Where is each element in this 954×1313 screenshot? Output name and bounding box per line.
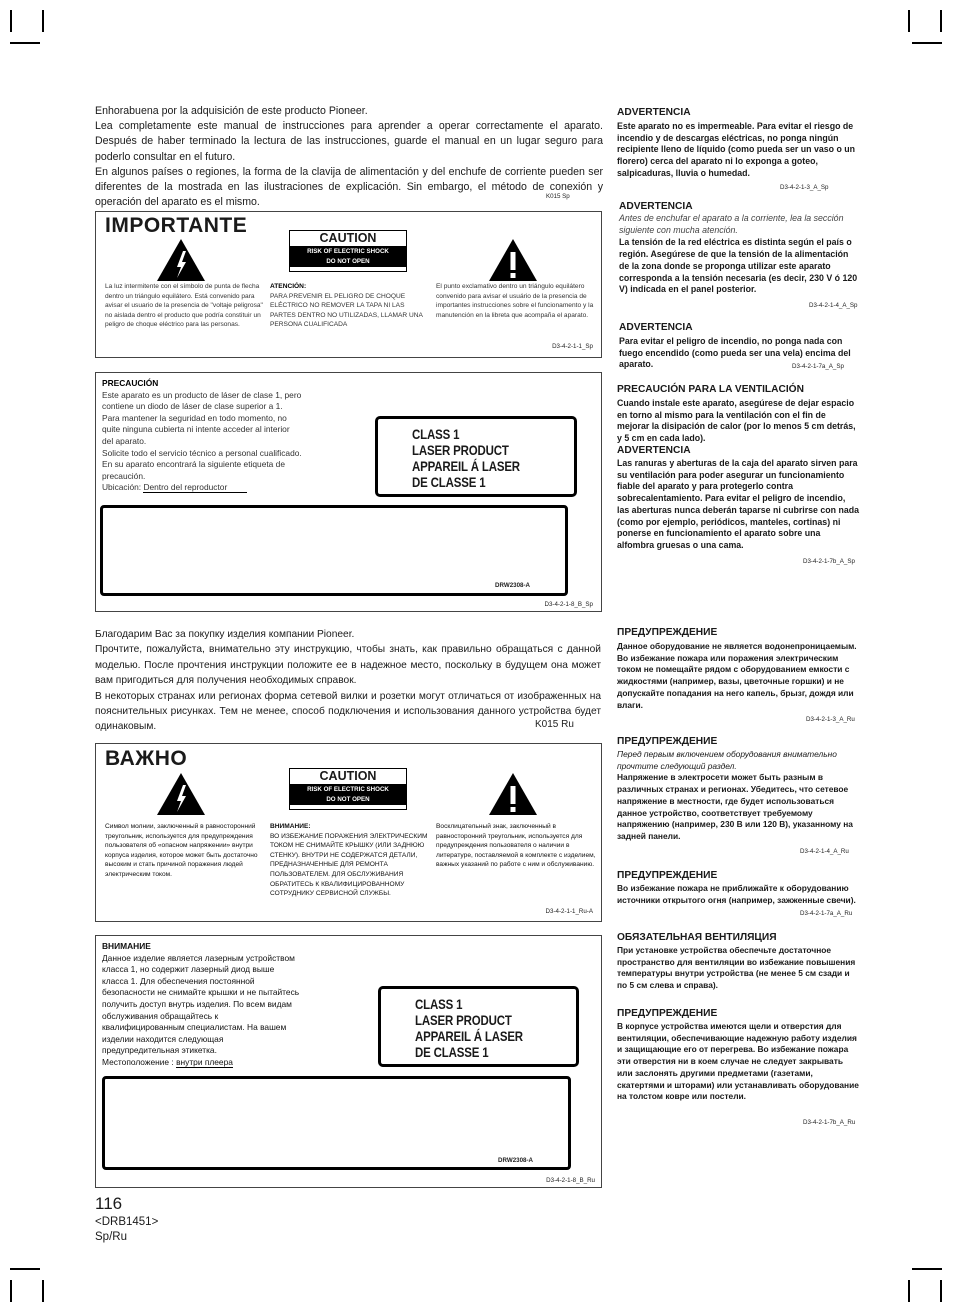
crop-mark bbox=[940, 10, 942, 32]
caution-sub bbox=[290, 246, 406, 267]
ru-w2-text bbox=[617, 749, 859, 843]
sp-w1-ref: D3-4-2-1-3_A_Sp bbox=[780, 184, 829, 191]
crop-mark bbox=[10, 10, 12, 32]
laser-warning-label bbox=[102, 1076, 571, 1170]
intro-ru-p3: В некоторых странах или регионах форма сетевой вилки и розетки могут отличаться от изображенных на пояснительных рисунках. Тем не менее, способ подключения и использования данного устройства будет одинаковым. bbox=[95, 690, 601, 733]
laser-ru-text bbox=[102, 941, 352, 1069]
ru-w2-head: ПРЕДУПРЕЖДЕНИЕ bbox=[617, 736, 718, 747]
vazhno-box bbox=[95, 743, 602, 922]
laser-ru-line: класса 1. Для обеспечения постоянной bbox=[102, 975, 255, 986]
vazhno-ref: D3-4-2-1-1_Ru-A bbox=[545, 908, 593, 915]
class1-label-line: APPAREIL Á LASER bbox=[415, 1028, 523, 1044]
sp-w1-text bbox=[617, 121, 859, 180]
ru-w2-ref: D3-4-2-1-4_A_Ru bbox=[800, 848, 849, 855]
vazhno-mid-text: ВО ИЗБЕЖАНИЕ ПОРАЖЕНИЯ ЭЛЕКТРИЧЕСКИМ ТОКОМ НЕ СНИМАЙТЕ КРЫШКУ (ИЛИ ЗАДНЮЮ СТЕНКУ). ВНУТРИ НЕ СОДЕРЖАТСЯ ДЕТАЛИ, ПРЕДНАЗНАЧЕННЫЕ ДЛЯ РЕМОНТА ПОЛЬЗОВАТЕЛЕМ. ДЛЯ ОБСЛУЖИВАНИЯ ОБРАТИТЕСЬ К КВАЛИФИЦИРОВАННОМУ СОТРУДНИКУ СЕРВИСНОЙ СЛУЖБЫ. bbox=[270, 832, 428, 898]
caution-sub-line1: RISK OF ELECTRIC SHOCK bbox=[307, 248, 389, 255]
vazhno-mid-head: ВНИМАНИЕ: bbox=[270, 823, 311, 830]
caution-head: CAUTION bbox=[319, 231, 377, 245]
sp-w3-ref: D3-4-2-1-7a_A_Sp bbox=[792, 363, 844, 370]
intro-sp-ref: K015 Sp bbox=[546, 193, 570, 200]
ru-w2-body: Напряжение в электросети может быть разным в различных странах и регионах. Убедитесь, что сетевое напряжение в местности, где будет использоваться данное устройство, соответствует требуемому напряжению (например, 230 В или 120 В), указанному на задней панели. bbox=[617, 772, 853, 841]
caution-label bbox=[289, 768, 407, 810]
sp-w4-body: Cuando instale este aparato, asegúrese de dejar espacio en torno al mismo para la ventilación con el fin de mejorar la disipación de calor (por lo menos 5 cm detrás, y 5 cm en cada lado). bbox=[617, 398, 856, 444]
intro-sp-p3: En algunos países o regiones, la forma de la clavija de alimentación y del enchufe de corriente pueden ser diferentes de la mostrada en las ilustraciones de explicación. Sin embargo, el método de conexión y operación del aparato es el mismo. bbox=[95, 165, 603, 209]
crop-mark bbox=[912, 1268, 942, 1270]
intro-ru bbox=[95, 627, 601, 735]
laser-sp-line: En su aparato encontrará la siguiente etiqueta de bbox=[102, 459, 285, 470]
laser-sp-text bbox=[102, 378, 342, 494]
class1-laser-label bbox=[378, 986, 579, 1067]
laser-ru-line: получить доступ внутрь изделия. По всем видам bbox=[102, 998, 292, 1009]
model-code: <DRB1451> bbox=[95, 1216, 159, 1228]
laser-sp-line: del aparato. bbox=[102, 435, 147, 446]
ru-w3-head: ПРЕДУПРЕЖДЕНИЕ bbox=[617, 870, 718, 881]
sp-w5-ref: D3-4-2-1-7b_A_Sp bbox=[803, 558, 855, 565]
caution-sub-line2: DO NOT OPEN bbox=[326, 257, 370, 265]
crop-mark bbox=[10, 1268, 40, 1270]
sp-w2-head: ADVERTENCIA bbox=[619, 201, 693, 212]
sp-w4-head: PRECAUCIÓN PARA LA VENTILACIÓN bbox=[617, 384, 804, 395]
exclamation-triangle-icon bbox=[488, 772, 538, 816]
laser-sp-line: Para mantener la seguridad en todo momento, no bbox=[102, 412, 287, 423]
crop-mark bbox=[912, 42, 942, 44]
crop-mark bbox=[940, 1280, 942, 1302]
class1-label-line: LASER PRODUCT bbox=[415, 1012, 512, 1028]
caution-head: CAUTION bbox=[319, 769, 377, 783]
importante-ref: D3-4-2-1-1_Sp bbox=[552, 343, 593, 350]
importante-box bbox=[95, 211, 602, 358]
laser-sp-line: Este aparato es un producto de láser de clase 1, pero bbox=[102, 389, 302, 400]
intro-sp bbox=[95, 104, 603, 210]
ru-w3-ref: D3-4-2-1-7a_A_Ru bbox=[800, 910, 853, 917]
importante-mid-text: PARA PREVENIR EL PELIGRO DE CHOQUE ELÉCTRICO NO REMOVER LA TAPA NI LAS PARTES DENTRO NO UTILIZADAS, LLAMAR UNA PERSONA CUALIFICADA bbox=[270, 292, 423, 328]
vazhno-title: ВАЖНО bbox=[105, 747, 188, 770]
lightning-triangle-icon bbox=[156, 238, 206, 282]
crop-mark bbox=[10, 1280, 12, 1302]
class1-label-line: CLASS 1 bbox=[412, 426, 460, 442]
sp-w2-ref: D3-4-2-1-4_A_Sp bbox=[809, 302, 858, 309]
laser-sp-line: Solicite todo el servicio técnico a personal cualificado. bbox=[102, 447, 302, 458]
laser-sp-head: PRECAUCIÓN bbox=[102, 378, 159, 388]
vazhno-mid bbox=[270, 822, 430, 899]
ru-w4-head: ОБЯЗАТЕЛЬНАЯ ВЕНТИЛЯЦИЯ bbox=[617, 932, 777, 943]
class1-label-line: CLASS 1 bbox=[415, 996, 463, 1012]
lightning-triangle-icon bbox=[156, 772, 206, 816]
crop-mark bbox=[42, 10, 44, 32]
laser-ru-line: обслуживания обращайтесь к bbox=[102, 1010, 219, 1021]
language-code: Sp/Ru bbox=[95, 1231, 127, 1243]
ru-w3-body: Во избежание пожара не приближайте к оборудованию источники открытого огня (например, зажженные свечи). bbox=[617, 883, 856, 905]
laser-sp-loc-label: Ubicación: bbox=[102, 482, 142, 493]
ru-w5-head: ПРЕДУПРЕЖДЕНИЕ bbox=[617, 1008, 718, 1019]
laser-ru-loc-value: внутри плеера bbox=[176, 1056, 233, 1067]
vazhno-left-text: Символ молнии, заключенный в равносторонний треугольник, используется для предупреждения пользователя об «опасном напряжении» внутри корпуса изделия, которое может быть достаточно высоким и стать причиной поражения людей электрическим током. bbox=[105, 823, 258, 878]
class1-label-text bbox=[412, 426, 520, 490]
laser-box-sp bbox=[95, 372, 602, 612]
laser-box-ru bbox=[95, 935, 602, 1188]
ru-w5-ref: D3-4-2-1-7b_A_Ru bbox=[803, 1119, 856, 1126]
ru-w1-body: Данное оборудование не является водонепроницаемым. Во избежание пожара или поражения электрическим током не помещайте рядом с оборудованием емкости с жидкостями (например, вазы, цветочные горшки) и не допускайте попадания на него капель, брызг, дождя или влаги. bbox=[617, 641, 857, 710]
laser-ru-line: изделии находится следующая bbox=[102, 1033, 224, 1044]
drw-code: DRW2308-A bbox=[495, 582, 530, 589]
sp-w2-text bbox=[619, 213, 861, 296]
sp-w5-head: ADVERTENCIA bbox=[617, 445, 691, 456]
importante-mid bbox=[270, 282, 426, 330]
class1-label-line: APPAREIL Á LASER bbox=[412, 458, 520, 474]
intro-ru-p1: Благодарим Вас за покупку изделия компании Pioneer. bbox=[95, 629, 355, 640]
exclamation-triangle-icon bbox=[488, 238, 538, 282]
laser-ru-location bbox=[102, 1057, 352, 1069]
ru-w5-text bbox=[617, 1021, 859, 1103]
laser-sp-line: quite ninguna cubierta ni intente acceder al interior bbox=[102, 424, 290, 435]
ru-w5-body: В корпусе устройства имеются щели и отверстия для вентиляции, обеспечивающие надежную работу изделия и защищающие его от перегрева. Во избежание пожара эти отверстия ни в коем случае не следует закрывать или заслонять другими предметами (газетами, скатертями и шторами) или устанавливать оборудование на толстом ковре или постели. bbox=[617, 1021, 859, 1102]
laser-sp-ref: D3-4-2-1-8_B_Sp bbox=[544, 601, 593, 608]
ru-w4-text bbox=[617, 945, 859, 992]
sp-w1-head: ADVERTENCIA bbox=[617, 107, 691, 118]
laser-ru-line: квалифицированным специалистам. На вашем bbox=[102, 1022, 287, 1033]
laser-ru-line: класса 1, но содержит лазерный диод выше bbox=[102, 964, 275, 975]
caution-sub-line2: DO NOT OPEN bbox=[326, 795, 370, 803]
importante-right-text: El punto exclamativo dentro un triángulo equilátero convenido para avisar el usuário de la presencia de importantes instrucciones sobre el funcionamento y la manutención en la libreta que acompaña el aparato. bbox=[436, 283, 594, 319]
ru-w3-text bbox=[617, 883, 859, 906]
sp-w2-body: La tensión de la red eléctrica es distinta según el país o región. Asegúrese de que la tensión de la alimentación de la zona donde se proponga utilizar este aparato corresponda a la tensión necesaria (es decir, 230 V ó 120 V) indicada en el panel posterior. bbox=[619, 237, 858, 295]
laser-ru-ref: D3-4-2-1-8_B_Ru bbox=[546, 1177, 595, 1184]
class1-label-line: DE CLASSE 1 bbox=[412, 474, 486, 490]
drw-code: DRW2308-A bbox=[498, 1157, 533, 1164]
importante-left-text: La luz intermitente con el símbolo de punta de flecha dentro un triángulo equilátero. Está convenido para avisar el usuario de la presencia de "voltaje peligrosa" no aislada dentro el producto que podría constituir un peligro de choque eléctrico para las personas. bbox=[105, 283, 263, 328]
ru-w1-text bbox=[617, 641, 859, 711]
laser-ru-head: ВНИМАНИЕ bbox=[102, 941, 151, 951]
class1-label-line: LASER PRODUCT bbox=[412, 442, 509, 458]
importante-mid-head: ATENCIÓN: bbox=[270, 283, 307, 290]
vazhno-right-text: Восклицательный знак, заключенный в равносторонний треугольник, используется для предупреждения пользователя о наличии в литературе, поставляемой в комплекте с изделием, важных указаний по работе с ним и обслуживанию. bbox=[436, 823, 596, 869]
laser-warning-label bbox=[100, 505, 568, 596]
crop-mark bbox=[42, 1280, 44, 1302]
laser-sp-line: precaución. bbox=[102, 470, 146, 481]
ru-w1-ref: D3-4-2-1-3_A_Ru bbox=[806, 716, 855, 723]
caution-sub-line1: RISK OF ELECTRIC SHOCK bbox=[307, 786, 389, 793]
ru-w2-italic: Перед первым включением оборудования внимательно прочтите следующий раздел. bbox=[617, 749, 837, 771]
caution-sub bbox=[290, 784, 406, 805]
crop-mark bbox=[908, 1280, 910, 1302]
intro-ru-p2: Прочтите, пожалуйста, внимательно эту инструкцию, чтобы знать, как правильно обращаться с данной моделью. После прочтения инструкции положите ее в надежное место, поскольку в будущем она может вам пригодиться для получения необходимых справок. bbox=[95, 644, 601, 687]
laser-ru-line: Данное изделие является лазерным устройством bbox=[102, 952, 295, 963]
sp-w3-body: Para evitar el peligro de incendio, no ponga nada con fuego encendido (como pueda ser una vela) encima del aparato. bbox=[619, 336, 851, 370]
laser-ru-loc-label: Местоположение : bbox=[102, 1056, 174, 1067]
page-number: 116 bbox=[95, 1194, 123, 1213]
class1-label-text bbox=[415, 996, 523, 1060]
ru-w4-body: При установке устройства обеспечьте достаточное пространство для вентиляции во избежание повышения температуры внутри устройства (не менее 5 см сзади и по 5 см слева и справа). bbox=[617, 945, 856, 991]
class1-label-line: DE CLASSE 1 bbox=[415, 1044, 489, 1060]
importante-title: IMPORTANTE bbox=[105, 214, 248, 237]
ru-w1-head: ПРЕДУПРЕЖДЕНИЕ bbox=[617, 627, 718, 638]
intro-ru-ref: K015 Ru bbox=[535, 719, 574, 730]
laser-ru-line: предупредительная этикетка. bbox=[102, 1045, 217, 1056]
caution-label bbox=[289, 230, 407, 272]
laser-sp-location bbox=[102, 482, 342, 494]
intro-sp-p1: Enhorabuena por la adquisición de este producto Pioneer. bbox=[95, 105, 368, 117]
sp-w1-body: Este aparato no es impermeable. Para evitar el riesgo de incendio y de descargas eléctricas, no ponga ningún recipiente lleno de líquido (como pueda ser un vaso o un florero) cerca del aparato ni lo exponga a goteo, salpicaduras, lluvia o humedad. bbox=[617, 121, 856, 178]
crop-mark bbox=[908, 10, 910, 32]
sp-w5-body: Las ranuras y aberturas de la caja del aparato sirven para su ventilación para poder asegurar un funcionamiento fiable del aparato y para protegerlo contra sobrecalentamiento. Para evitar el peligro de incendio, las aberturas nunca deberán taparse ni cubrirse con nada (como por ejemplo, periódicos, manteles, cortinas) ni ponerse en funcionamiento el aparato sobre una alfombra gruesas o una cama. bbox=[617, 458, 860, 550]
sp-w4-text bbox=[617, 398, 859, 445]
crop-mark bbox=[10, 42, 40, 44]
sp-w3-head: ADVERTENCIA bbox=[619, 322, 693, 333]
sp-w5-text bbox=[617, 458, 859, 552]
sp-w2-italic: Antes de enchufar el aparato a la corriente, lea la sección siguiente con mucha atención. bbox=[619, 213, 844, 235]
laser-ru-line: безопасности не снимайте крышки и не пытайтесь bbox=[102, 987, 300, 998]
laser-sp-loc-value: Dentro del reproductor bbox=[143, 482, 247, 493]
class1-laser-label bbox=[375, 416, 577, 497]
laser-sp-line: contiene un diodo de láser de clase superior a 1. bbox=[102, 401, 283, 412]
intro-sp-p2: Lea completamente este manual de instrucciones para aprender a operar correctamente el aparato. Después de haber terminado la lectura de las instrucciones, guarde el manual en un lugar seguro para poderlo consultar en el futuro. bbox=[95, 120, 603, 163]
